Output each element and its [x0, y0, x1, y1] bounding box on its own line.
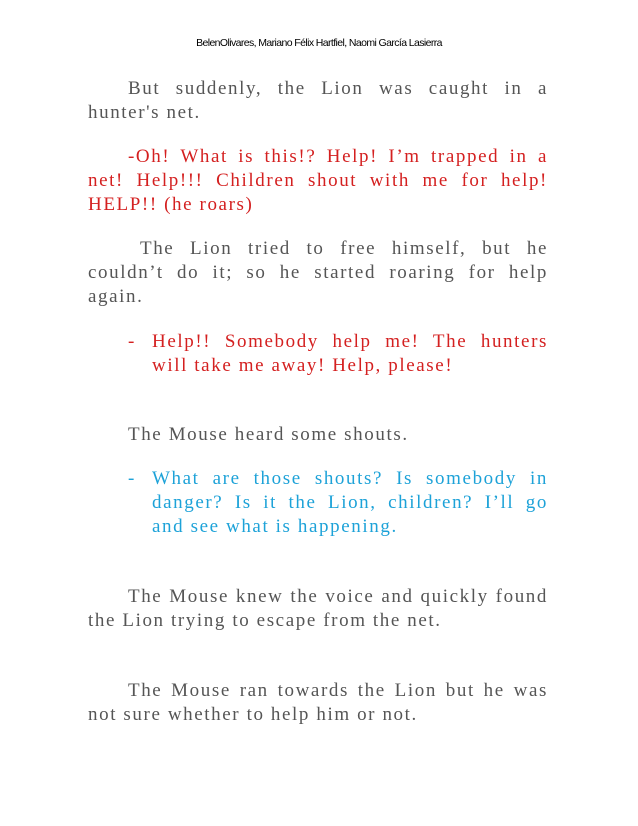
narration-paragraph: The Mouse heard some shouts.	[128, 424, 409, 445]
mouse-dialogue-text: What are those shouts? Is somebody in danger? Is it the Lion, children? I’ll go and see what is happening.	[152, 468, 548, 537]
narration-paragraph: But suddenly, the Lion was caught in a hunter's net.	[88, 78, 548, 123]
lion-dialogue-bullet	[128, 330, 548, 378]
narration-paragraph: The Lion tried to free himself, but he couldn’t do it; so he started roaring for help again.	[88, 238, 548, 307]
lion-speech-paragraph: -Oh! What is this!? Help! I’m trapped in a net! Help!!! Children shout with me for help! HELP!! (he roars)	[88, 146, 548, 215]
page-header-authors: BelenOlivares, Mariano Félix Hartfiel, Naomi García Lasierra	[196, 37, 442, 49]
narration-paragraph: The Mouse knew the voice and quickly found the Lion trying to escape from the net.	[88, 586, 548, 631]
bullet-dash: -	[128, 468, 136, 489]
lion-dialogue-text: Help!! Somebody help me! The hunters will take me away! Help, please!	[152, 331, 548, 376]
mouse-dialogue-bullet	[128, 467, 548, 539]
narration-paragraph: The Mouse ran towards the Lion but he was not sure whether to help him or not.	[88, 680, 548, 725]
bullet-dash: -	[128, 331, 136, 352]
